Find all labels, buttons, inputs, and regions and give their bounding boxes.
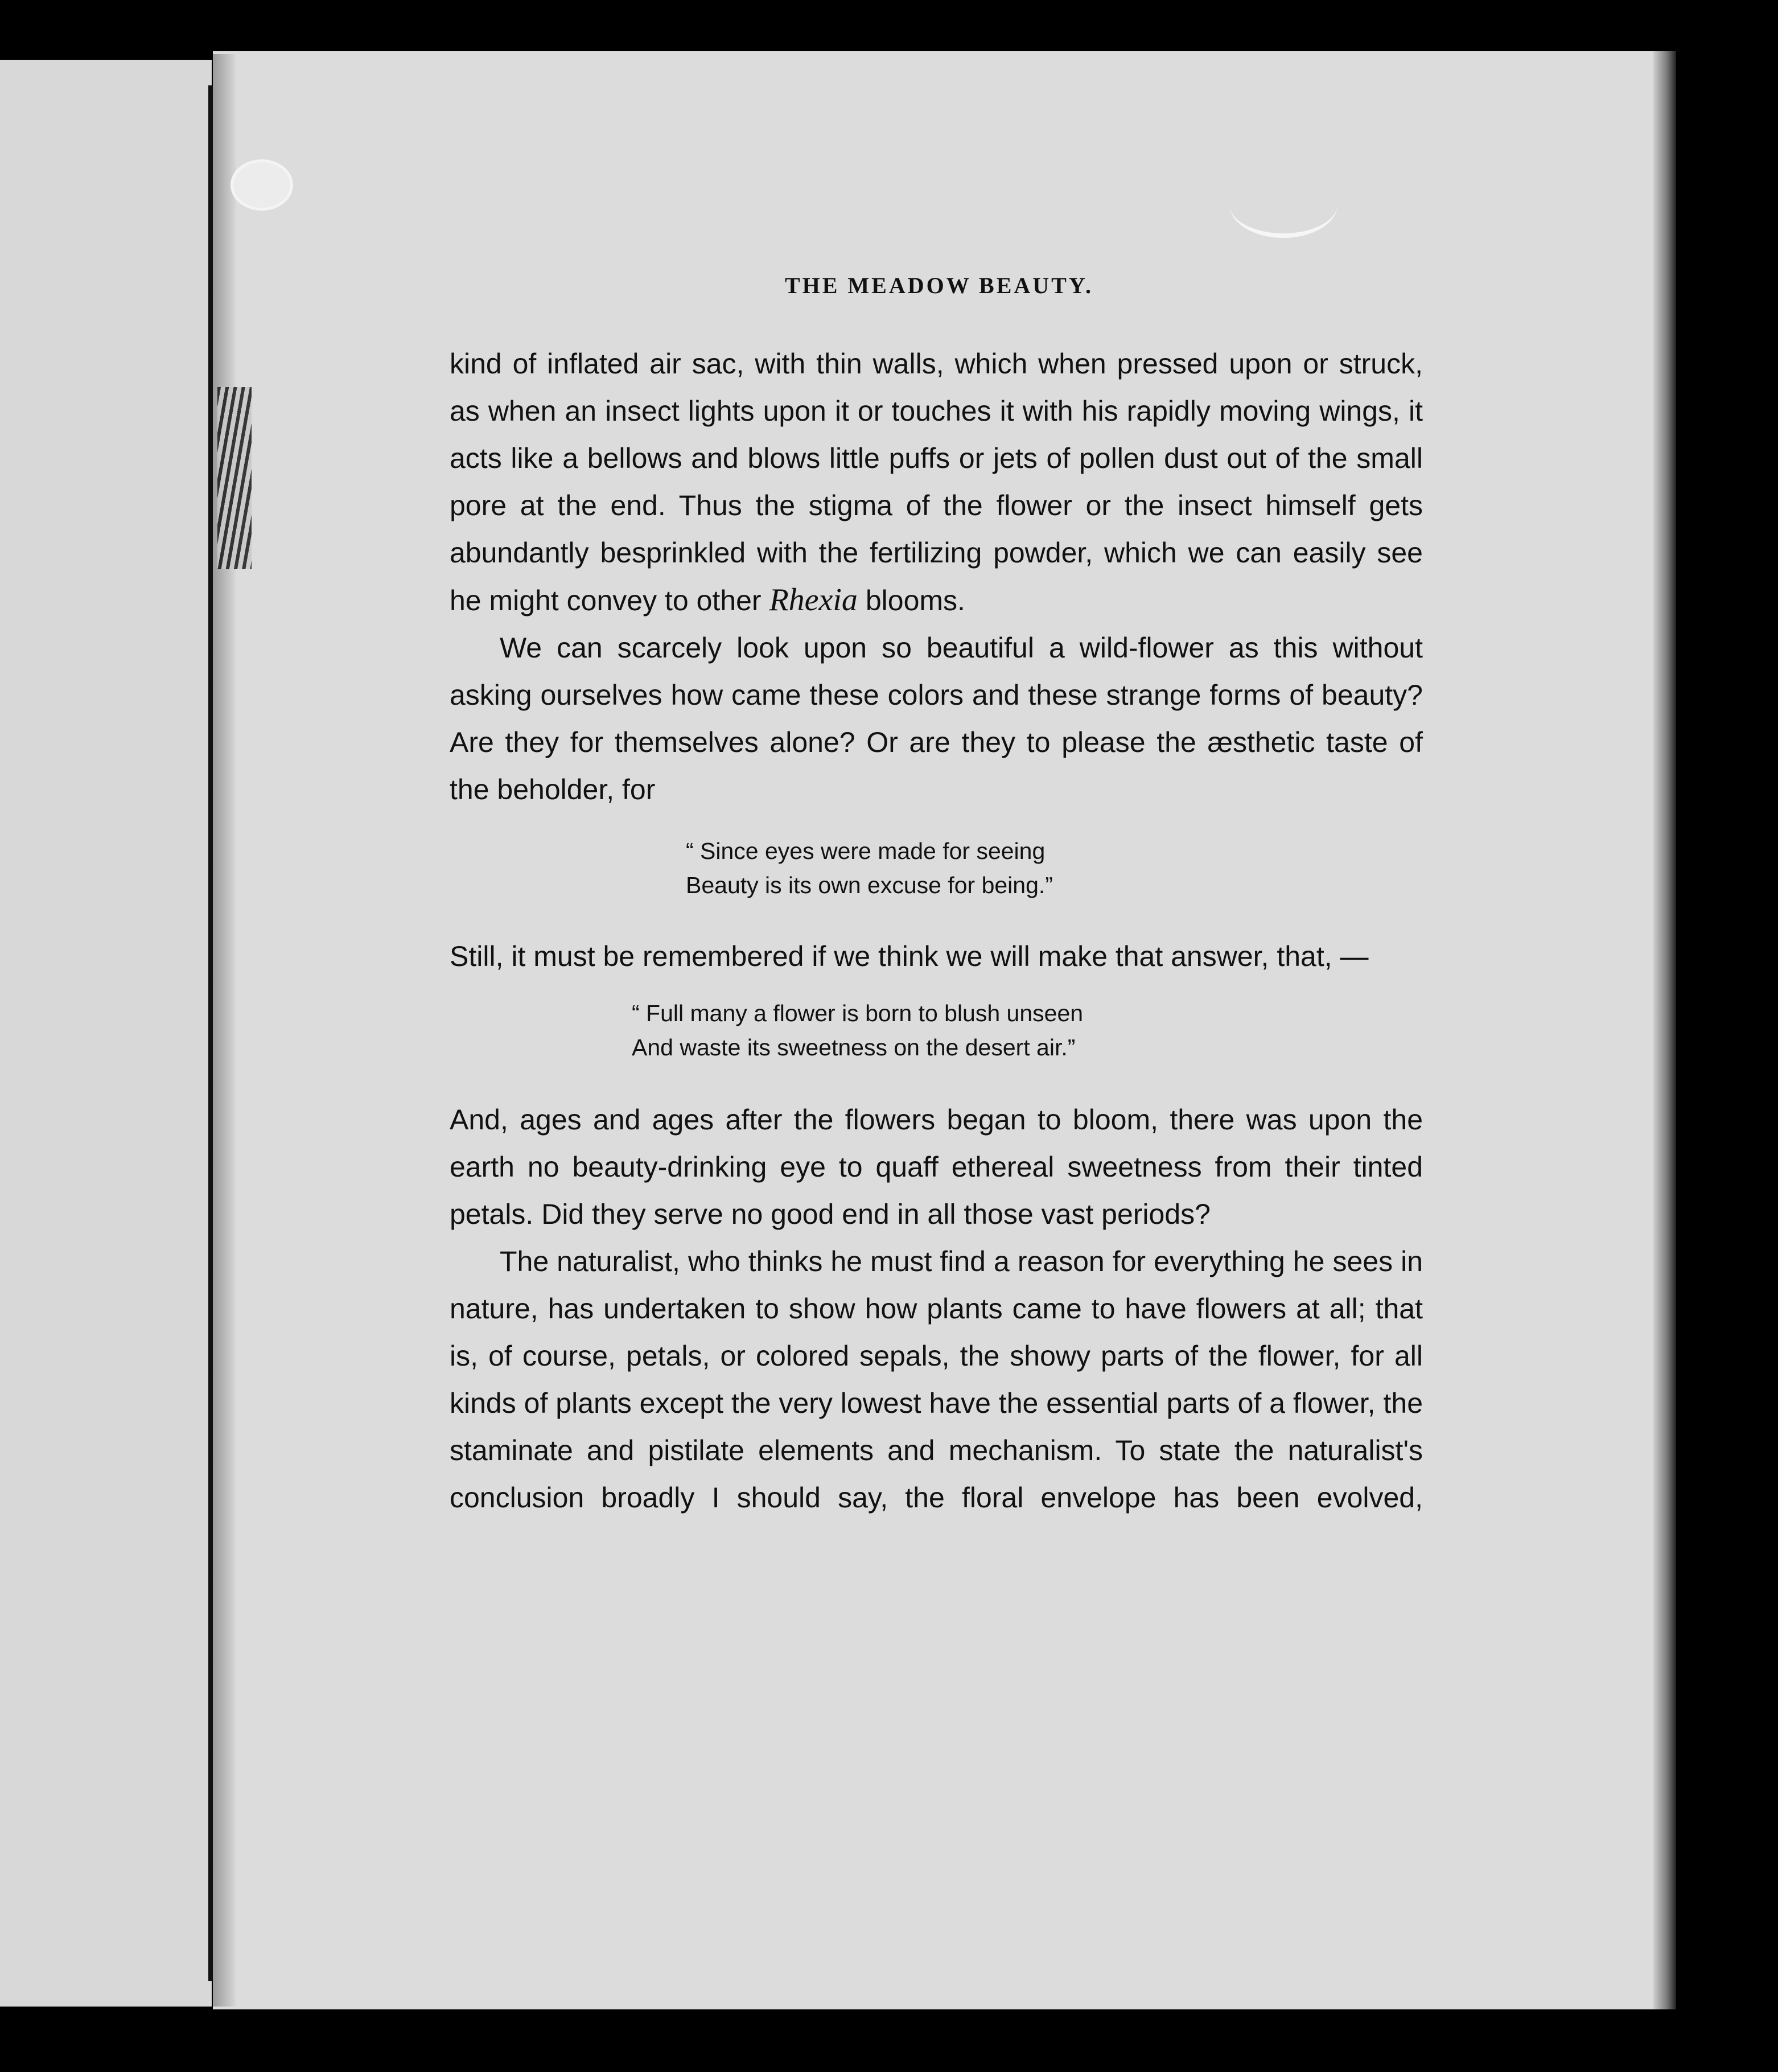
- paragraph-1: [450, 340, 1423, 624]
- running-head: THE MEADOW BEAUTY.: [784, 273, 1094, 298]
- verse-quote-1-line-1: “ Since eyes were made for seeing: [686, 838, 1046, 864]
- binding-thread: [217, 387, 252, 569]
- paragraph-1-text: kind of inflated air sac, with thin walls, which when pressed upon or struck, as when an insect lights upon it or touches it with his rapidly moving wings, it acts like a bellows and blows little puffs or jets of pollen dust out of the small pore at the end. Thus the stigma of the flower or the insect himself gets abundantly besprinkled with the fertilizing powder, which we can easily see he might convey to other: [450, 348, 1423, 616]
- page-body: [450, 340, 1423, 1522]
- verse-quote-1-line-2: Beauty is its own excuse for being.”: [686, 872, 1053, 898]
- paper-blemish: [231, 159, 293, 211]
- left-page-edge: [208, 85, 213, 1981]
- paragraph-5: The naturalist, who thinks he must find a reason for everything he sees in nature, has undertaken to show how plants came to have flowers at all; that is, of course, petals, or colored sepals, the showy parts of the flower, for all kinds of plants except the very lowest have the essential parts of a flower, the staminate and pistilate elements and mechanism. To state the naturalist's conclusion broadly I should say, the floral envelope has been evolved,: [450, 1245, 1423, 1514]
- paper-blemish: [1229, 171, 1337, 238]
- verse-quote-2: [450, 996, 1423, 1064]
- paragraph-4: And, ages and ages after the flowers began to bloom, there was upon the earth no beauty-drinking eye to quaff ethereal sweetness from their tinted petals. Did they serve no good end in all those vast periods?: [450, 1104, 1423, 1230]
- verse-quote-2-line-1: “ Full many a flower is born to blush unseen: [632, 1000, 1084, 1026]
- paragraph-2: We can scarcely look upon so beautiful a wild-flower as this without asking ourselves how came these colors and these strange forms of beauty? Are they for themselves alone? Or are they to please the æsthetic taste of the beholder, for: [450, 632, 1423, 805]
- paragraph-3: Still, it must be remembered if we think we will make that answer, that, —: [450, 940, 1369, 972]
- gutter-shadow: [213, 54, 236, 2007]
- paragraph-1-end: blooms.: [865, 585, 965, 616]
- verse-quote-1: [450, 834, 1423, 902]
- page-edge-shadow: [1653, 51, 1676, 2009]
- italic-word-rhexia: Rhexia: [769, 582, 858, 618]
- verse-quote-2-line-2: And waste its sweetness on the desert air.”: [632, 1034, 1076, 1060]
- left-page-strip: [0, 60, 212, 2007]
